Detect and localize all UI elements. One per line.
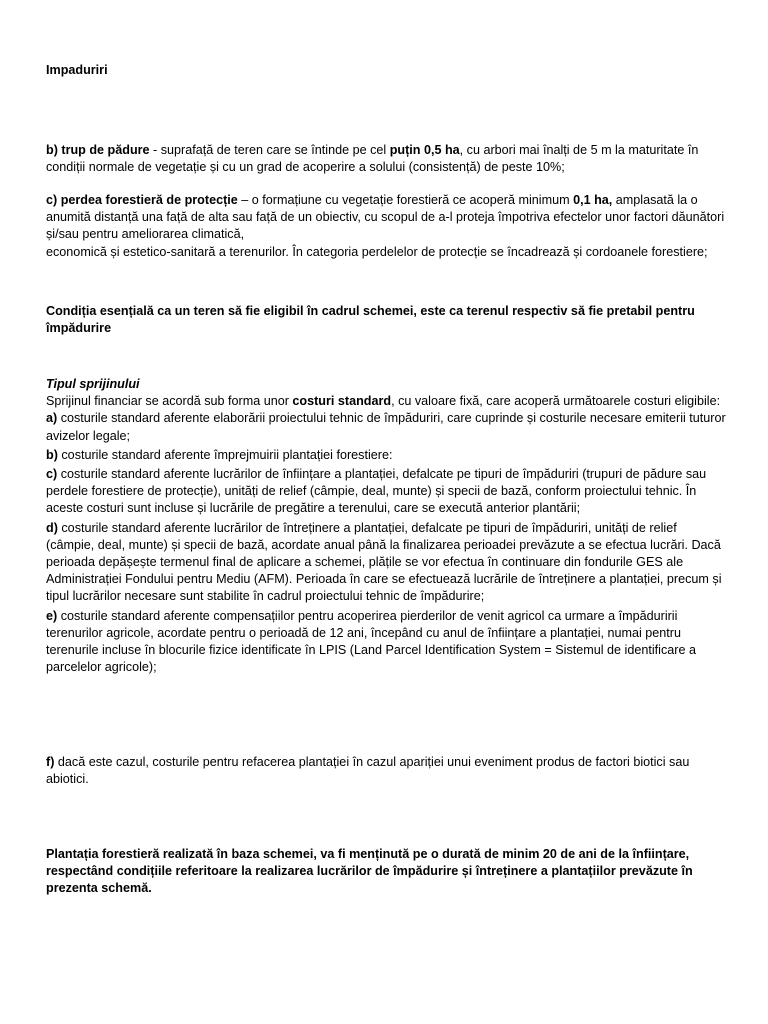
cost-item-c: c) costurile standard aferente lucrărilor de înființare a plantației, defalcate pe tipuri de împăduriri (trupuri de pădure sau perdele forestiere de protecție), unități de relief (câmpie, deal, munte) și specii de bază, conform proiectului tehnic. În aceste costuri sunt incluse și lucrările de pregătire a terenului, care se execută anterior plantării; [46,467,707,516]
definition-label: c) perdea forestieră de protecție [46,193,238,207]
cost-item-e: e) costurile standard aferente compensațiilor pentru acoperirea pierderilor de venit agricol ca urmare a împăduririi terenurilor agricole, acordate pentru o perioadă de 12 ani, începând cu anul de înființare a plantației, numai pentru terenurile incluse în blocurile fizice identificate în LPIS (Land Parcel Identification System = Sistemul de identificare a parcelelor agricole); [46,608,696,675]
cost-item-d: d) costurile standard aferente lucrărilor de întreținere a plantației, defalcate pe tipuri de împăduriri, unități de relief (câmpie, deal, munte) și specii de bază, acordate anual până la finalizarea perioadei prevăzute a se efectua lucrări. Dacă perioada depășește termenul final de aplicare a schemei, plățile se vor efectua în continuare din fondurile GES ale Administrației Fondului pentru Mediu (AFM). Perioada în care se efectuează lucrările de întreținere a plantației, precum și tipul lucrărilor necesare sunt stabilite în cadrul proiectului tehnic de împădurire; [46,520,722,604]
support-heading: Tipul sprijinului [46,377,140,391]
cost-item-b: b) costurile standard aferente împrejmuirii plantației forestiere: [46,447,393,462]
page-title: Impaduriri [46,63,108,77]
cost-item-a: a) costurile standard aferente elaborării proiectului tehnic de împăduriri, care cuprinde și costurile necesare emiterii tuturor avizelor legale; [46,411,726,443]
definition-perdea-forestiera: c) perdea forestieră de protecție – o formațiune cu vegetație forestieră ce acoperă minimum 0,1 ha, amplasată la o anumită distanță una față de alta sau față de un obiectiv, cu scopul de a-l proteja împotriva efectelor unor factori dăunători și/sau pentru ameliorarea climatică, economică și estetico-sanitară a terenurilor. În categoria perdelelor de protecție se încadrează și cordoanele forestiere; [46,193,725,259]
eligibility-condition: Condiția esențială ca un teren să fie eligibil în cadrul schemei, este ca terenul respectiv să fie pretabil pentru împădurire [46,304,695,336]
support-intro: Sprijinul financiar se acordă sub forma unor costuri standard, cu valoare fixă, care acoperă următoarele costuri eligibile: [46,394,721,409]
definition-trup-padure: b) trup de pădure - suprafață de teren care se întinde pe cel puțin 0,5 ha, cu arbori mai înalți de 5 m la maturitate în condiții normale de vegetație și cu un grad de acoperire a solului (consistență) de peste 10%; [46,143,699,175]
support-section [46,376,726,676]
definition-label: b) trup de pădure [46,143,150,157]
closing-statement: Plantația forestieră realizată în baza schemei, va fi menținută pe o durată de minim 20 de ani de la înființare, respectând condițiile referitoare la realizarea lucrărilor de împădurire și întreținere a plantațiilor prevăzute în prezenta schemă. [46,847,693,896]
cost-item-f: f) dacă este cazul, costurile pentru refacerea plantației în cazul apariției unui eveniment produs de factori biotici sau abiotici. [46,755,690,787]
